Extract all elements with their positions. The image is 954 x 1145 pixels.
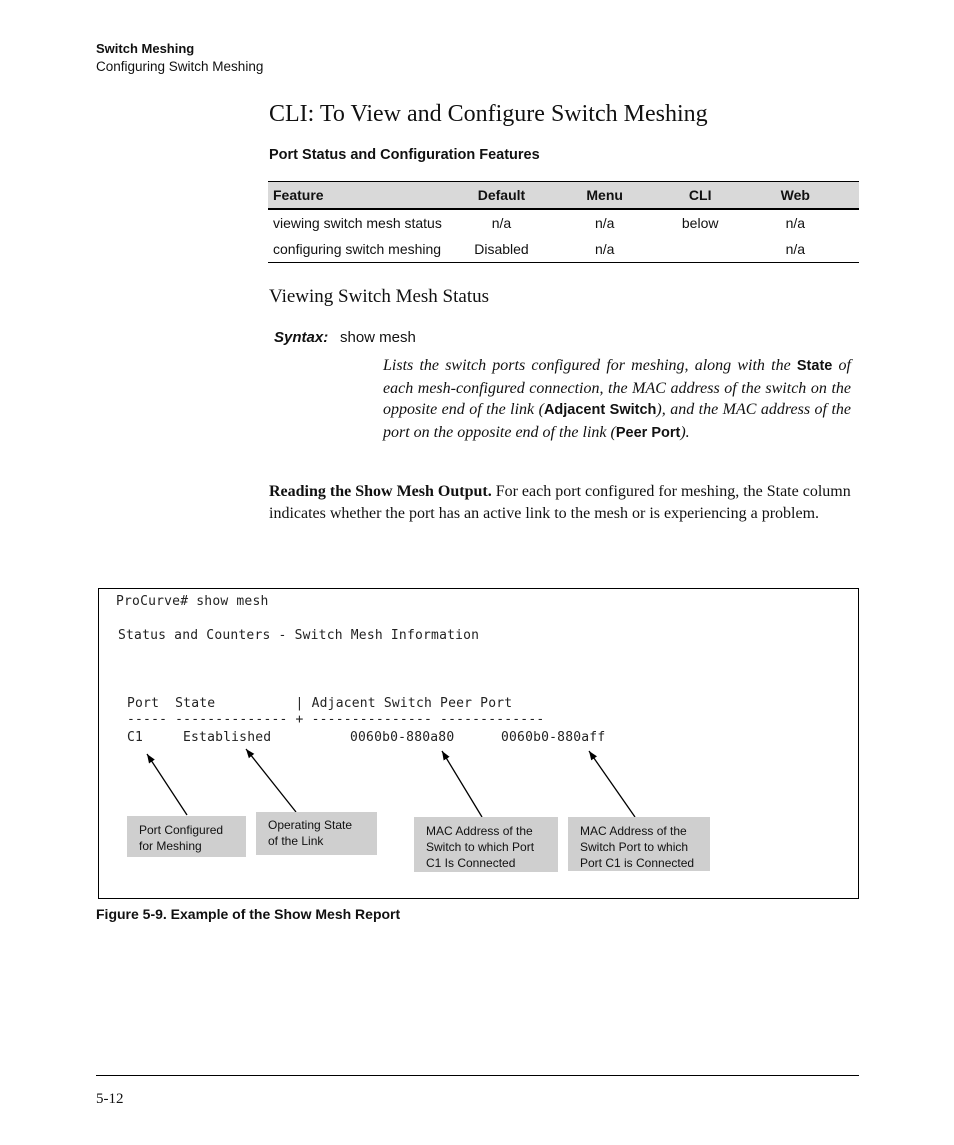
callout-arrow-state xyxy=(246,749,296,812)
col-header-menu: Menu xyxy=(536,182,669,210)
callout-operating-state: Operating State of the Link xyxy=(256,812,377,855)
description-text: ). xyxy=(680,423,690,441)
description-text: Lists the switch ports configured for meshing, along with the xyxy=(383,357,797,374)
table-cell: n/a xyxy=(727,236,859,263)
terminal-status-line: Status and Counters - Switch Mesh Information xyxy=(118,628,480,643)
syntax-command: show mesh xyxy=(340,329,416,346)
reading-paragraph xyxy=(269,481,859,524)
table-cell: n/a xyxy=(536,236,669,263)
callout-arrow-adjacent xyxy=(442,751,482,817)
table-cell: below xyxy=(681,215,719,231)
col-header-feature: Feature xyxy=(268,182,462,210)
description-keyword-state: State xyxy=(796,358,833,374)
command-description xyxy=(383,355,851,444)
section-title: Viewing Switch Mesh Status xyxy=(269,286,489,307)
terminal-data-peer-port: 0060b0-880aff xyxy=(501,730,606,745)
description-keyword-peer-port: Peer Port xyxy=(615,424,681,441)
callout-port-configured: Port Configured for Meshing xyxy=(127,816,246,857)
running-header-title: Switch Meshing xyxy=(96,41,195,56)
col-header-default: Default xyxy=(462,182,535,210)
callout-adjacent-switch-mac: MAC Address of the Switch to which Port C1 Is Connected xyxy=(414,817,558,872)
callout-arrow-port xyxy=(147,754,187,815)
table-cell: n/a xyxy=(785,215,806,231)
table-row xyxy=(268,209,859,236)
footer-divider xyxy=(96,1075,859,1076)
terminal-column-header: Port State | Adjacent Switch Peer Port xyxy=(127,696,513,711)
terminal-data-adjacent-switch: 0060b0-880a80 xyxy=(350,730,455,745)
page-title: CLI: To View and Configure Switch Meshing xyxy=(269,101,708,127)
figure-frame xyxy=(98,588,859,899)
table-cell xyxy=(669,236,727,263)
reading-text: For each port configured for meshing, the State column indicates whether the port has an active link to the mesh or is experiencing a problem. xyxy=(269,483,851,522)
callout-arrow-peer xyxy=(589,751,635,817)
table-cell: viewing switch mesh status xyxy=(273,215,442,231)
table-cell: n/a xyxy=(491,215,512,231)
page-number: 5-12 xyxy=(96,1091,124,1107)
callout-peer-port-mac: MAC Address of the Switch Port to which Port C1 is Connected xyxy=(568,817,710,871)
table-cell: configuring switch meshing xyxy=(268,236,462,263)
table-header-row xyxy=(268,182,859,210)
syntax-label: Syntax: xyxy=(274,329,329,346)
terminal-rule-line: ----- -------------- + --------------- ------------- xyxy=(127,712,545,727)
terminal-prompt: ProCurve# show mesh xyxy=(116,594,269,609)
terminal-data-state: Established xyxy=(183,730,272,745)
table-title: Port Status and Configuration Features xyxy=(269,147,540,163)
running-header-subtitle: Configuring Switch Meshing xyxy=(96,59,264,74)
description-keyword-adjacent-switch: Adjacent Switch xyxy=(543,402,657,418)
feature-table xyxy=(268,181,859,263)
description-text: ), and the MAC address of the port on the opposite end of the link ( xyxy=(383,401,851,441)
table-row xyxy=(268,236,859,263)
table-cell: Disabled xyxy=(462,236,535,263)
col-header-web: Web xyxy=(727,182,859,210)
terminal-data-port: C1 xyxy=(127,730,144,745)
figure-caption: Figure 5-9. Example of the Show Mesh Report xyxy=(96,906,401,922)
col-header-cli: CLI xyxy=(669,182,727,210)
description-text: of each mesh-configured connection, the MAC address of the switch on the opposite end of the link ( xyxy=(383,357,852,418)
table-cell: n/a xyxy=(594,215,615,231)
reading-heading: Reading the Show Mesh Output. xyxy=(269,483,492,500)
